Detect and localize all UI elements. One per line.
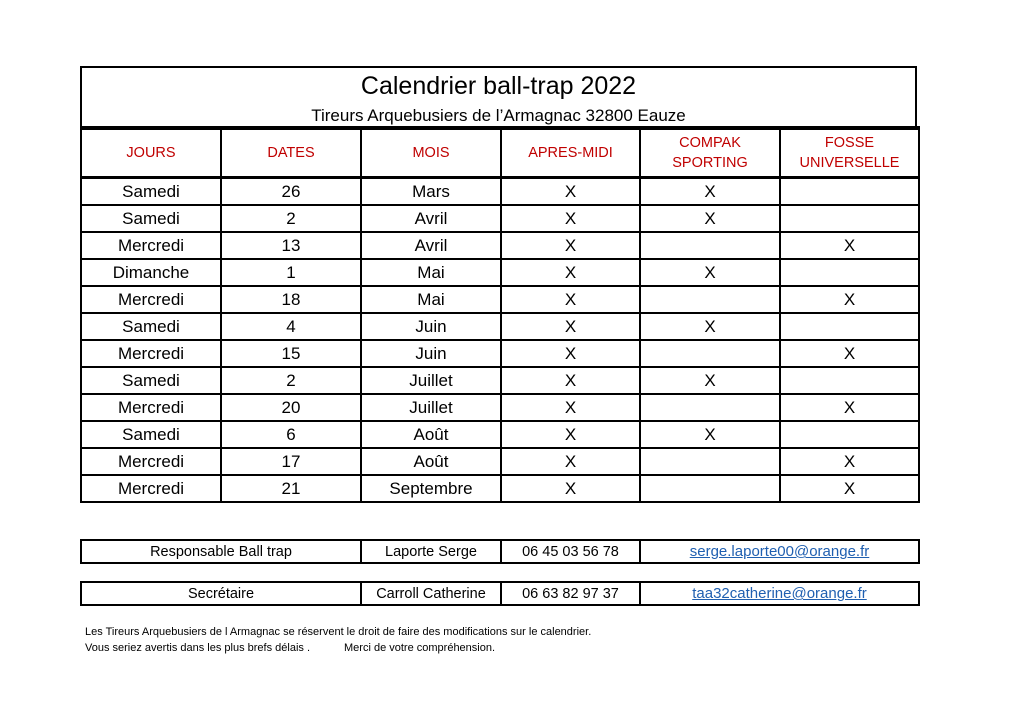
column-header-apres-midi: APRES-MIDI: [501, 128, 640, 178]
disclaimer-line-1: Les Tireurs Arquebusiers de l Armagnac se réservent le droit de faire des modifications sur le calendrier.: [85, 626, 592, 638]
contact-row: [81, 582, 919, 605]
table-row: [81, 394, 919, 421]
month-cell: Juillet: [361, 394, 501, 421]
date-cell: 26: [221, 178, 361, 206]
column-header-dates: DATES: [221, 128, 361, 178]
table-row: [81, 475, 919, 502]
fosse-cell: [780, 421, 919, 448]
apres-midi-cell: X: [501, 205, 640, 232]
day-cell: Mercredi: [81, 448, 221, 475]
disclaimer-thanks-text: Merci de votre compréhension.: [344, 642, 496, 654]
contact-row: [81, 540, 919, 563]
compak-cell: X: [640, 367, 780, 394]
calendar-header: [80, 66, 917, 126]
table-row: [81, 313, 919, 340]
date-cell: 2: [221, 205, 361, 232]
table-row: [81, 286, 919, 313]
month-cell: Juin: [361, 340, 501, 367]
contact-email-link[interactable]: serge.laporte00@orange.fr: [689, 543, 870, 560]
compak-cell: X: [640, 178, 780, 206]
day-cell: Samedi: [81, 367, 221, 394]
table-row: [81, 448, 919, 475]
day-cell: Samedi: [81, 205, 221, 232]
fosse-cell: X: [780, 448, 919, 475]
date-cell: 1: [221, 259, 361, 286]
date-cell: 13: [221, 232, 361, 259]
fosse-cell: X: [780, 340, 919, 367]
compak-cell: [640, 232, 780, 259]
compak-cell: X: [640, 205, 780, 232]
table-row: [81, 205, 919, 232]
fosse-cell: [780, 205, 919, 232]
date-cell: 2: [221, 367, 361, 394]
contact-email-cell: [640, 540, 919, 563]
disclaimer-line-2: [85, 642, 495, 654]
column-header-fosse-universelle: FOSSE UNIVERSELLE: [780, 128, 919, 178]
apres-midi-cell: X: [501, 448, 640, 475]
date-cell: 6: [221, 421, 361, 448]
month-cell: Avril: [361, 232, 501, 259]
column-header-jours: JOURS: [81, 128, 221, 178]
contact-role: Responsable Ball trap: [81, 540, 361, 563]
apres-midi-cell: X: [501, 178, 640, 206]
table-header-row: [81, 128, 919, 178]
compak-cell: [640, 475, 780, 502]
table-row: [81, 421, 919, 448]
compak-cell: X: [640, 421, 780, 448]
month-cell: Août: [361, 421, 501, 448]
table-row: [81, 367, 919, 394]
date-cell: 17: [221, 448, 361, 475]
fosse-cell: [780, 313, 919, 340]
day-cell: Samedi: [81, 178, 221, 206]
contact-table-secretaire: [80, 581, 920, 606]
day-cell: Mercredi: [81, 475, 221, 502]
table-row: [81, 340, 919, 367]
fosse-cell: X: [780, 232, 919, 259]
date-cell: 15: [221, 340, 361, 367]
page-title: Calendrier ball-trap 2022: [360, 72, 637, 100]
compak-cell: X: [640, 313, 780, 340]
contact-name: Laporte Serge: [361, 540, 501, 563]
apres-midi-cell: X: [501, 259, 640, 286]
compak-cell: [640, 340, 780, 367]
date-cell: 18: [221, 286, 361, 313]
month-cell: Septembre: [361, 475, 501, 502]
compak-cell: [640, 448, 780, 475]
schedule-table: [80, 126, 920, 503]
contact-phone: 06 63 82 97 37: [501, 582, 640, 605]
month-cell: Mai: [361, 286, 501, 313]
day-cell: Samedi: [81, 313, 221, 340]
contact-email-cell: [640, 582, 919, 605]
day-cell: Samedi: [81, 421, 221, 448]
apres-midi-cell: X: [501, 340, 640, 367]
day-cell: Mercredi: [81, 286, 221, 313]
table-row: [81, 178, 919, 206]
month-cell: Mai: [361, 259, 501, 286]
contact-email-link[interactable]: taa32catherine@orange.fr: [692, 585, 867, 602]
day-cell: Mercredi: [81, 232, 221, 259]
apres-midi-cell: X: [501, 475, 640, 502]
contact-phone: 06 45 03 56 78: [501, 540, 640, 563]
day-cell: Mercredi: [81, 394, 221, 421]
disclaimer-delay-text: Vous seriez avertis dans les plus brefs délais .: [85, 642, 311, 654]
fosse-cell: [780, 178, 919, 206]
apres-midi-cell: X: [501, 232, 640, 259]
date-cell: 4: [221, 313, 361, 340]
apres-midi-cell: X: [501, 421, 640, 448]
column-header-compak-sporting: COMPAK SPORTING: [640, 128, 780, 178]
table-row: [81, 259, 919, 286]
apres-midi-cell: X: [501, 394, 640, 421]
fosse-cell: X: [780, 475, 919, 502]
day-cell: Dimanche: [81, 259, 221, 286]
month-cell: Avril: [361, 205, 501, 232]
apres-midi-cell: X: [501, 313, 640, 340]
apres-midi-cell: X: [501, 286, 640, 313]
compak-cell: [640, 394, 780, 421]
date-cell: 21: [221, 475, 361, 502]
compak-cell: X: [640, 259, 780, 286]
date-cell: 20: [221, 394, 361, 421]
fosse-cell: X: [780, 286, 919, 313]
fosse-cell: X: [780, 394, 919, 421]
contact-role: Secrétaire: [81, 582, 361, 605]
compak-cell: [640, 286, 780, 313]
fosse-cell: [780, 367, 919, 394]
table-row: [81, 232, 919, 259]
apres-midi-cell: X: [501, 367, 640, 394]
contact-name: Carroll Catherine: [361, 582, 501, 605]
day-cell: Mercredi: [81, 340, 221, 367]
month-cell: Août: [361, 448, 501, 475]
column-header-mois: MOIS: [361, 128, 501, 178]
month-cell: Mars: [361, 178, 501, 206]
month-cell: Juin: [361, 313, 501, 340]
page-subtitle: Tireurs Arquebusiers de l’Armagnac 32800 Eauze: [311, 106, 686, 125]
contact-table-responsable: [80, 539, 920, 564]
month-cell: Juillet: [361, 367, 501, 394]
fosse-cell: [780, 259, 919, 286]
